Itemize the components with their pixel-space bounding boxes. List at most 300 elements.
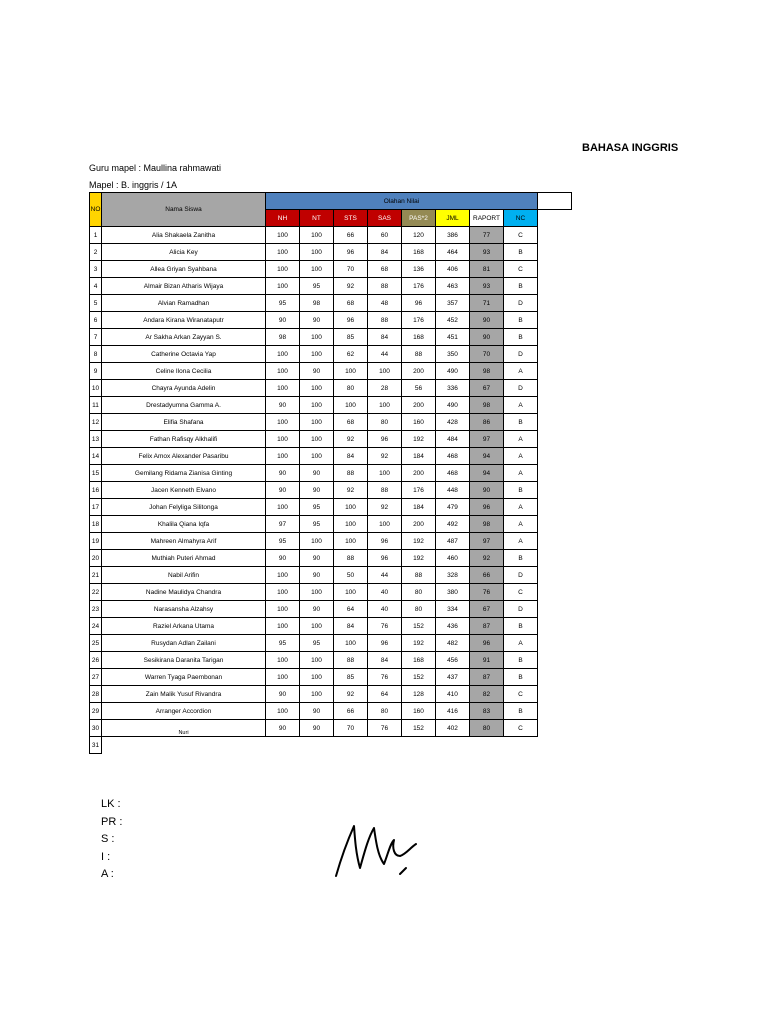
table-row (90, 431, 572, 448)
cell-sts: 92 (334, 482, 368, 499)
header-nc: NC (504, 210, 538, 227)
cell-jml: 490 (436, 363, 470, 380)
cell-name: Johan Felyliga Silitonga (102, 499, 266, 516)
table-row (90, 550, 572, 567)
cell-jml: 380 (436, 584, 470, 601)
cell-sas: 96 (368, 550, 402, 567)
cell-jml: 402 (436, 720, 470, 737)
cell-sas: 44 (368, 346, 402, 363)
table-row (90, 601, 572, 618)
cell-pas2: 200 (402, 363, 436, 380)
header-raport: RAPORT (470, 210, 504, 227)
cell-nt: 100 (300, 652, 334, 669)
cell-raport: 91 (470, 652, 504, 669)
cell-nc: A (504, 465, 538, 482)
cell-nt: 100 (300, 414, 334, 431)
table-row (90, 244, 572, 261)
cell-pas2: 184 (402, 448, 436, 465)
cell-name: Alvian Ramadhan (102, 295, 266, 312)
cell-sts: 70 (334, 261, 368, 278)
cell-raport: 66 (470, 567, 504, 584)
cell-name: Alicia Key (102, 244, 266, 261)
cell-jml: 436 (436, 618, 470, 635)
cell-nt: 100 (300, 380, 334, 397)
cell-no: 19 (90, 533, 102, 550)
cell-no: 3 (90, 261, 102, 278)
cell-nc: D (504, 601, 538, 618)
cell-pas2: 160 (402, 414, 436, 431)
cell-no: 30 (90, 720, 102, 737)
cell-sts: 100 (334, 533, 368, 550)
cell-no: 20 (90, 550, 102, 567)
cell-raport: 90 (470, 312, 504, 329)
cell-no: 23 (90, 601, 102, 618)
cell-jml: 406 (436, 261, 470, 278)
cell-nc: C (504, 227, 538, 244)
cell-nc: B (504, 482, 538, 499)
cell-nc: C (504, 720, 538, 737)
cell-nt: 90 (300, 363, 334, 380)
table-row (90, 686, 572, 703)
cell-no: 26 (90, 652, 102, 669)
cell-pas2: 120 (402, 227, 436, 244)
cell-nh: 100 (266, 431, 300, 448)
cell-nt: 100 (300, 244, 334, 261)
cell-raport: 86 (470, 414, 504, 431)
cell-pas2: 160 (402, 703, 436, 720)
cell-sas: 96 (368, 431, 402, 448)
cell-no: 27 (90, 669, 102, 686)
cell-jml: 334 (436, 601, 470, 618)
cell-raport: 76 (470, 584, 504, 601)
cell-pas2: 88 (402, 567, 436, 584)
cell-no: 24 (90, 618, 102, 635)
cell-sas: 76 (368, 669, 402, 686)
cell-nt: 95 (300, 499, 334, 516)
cell-nh: 100 (266, 618, 300, 635)
cell-sas: 100 (368, 465, 402, 482)
table-row (90, 227, 572, 244)
cell-nc: B (504, 618, 538, 635)
cell-name: Arranger Accordion (102, 703, 266, 720)
table-row (90, 669, 572, 686)
cell-jml: 448 (436, 482, 470, 499)
cell-sas: 64 (368, 686, 402, 703)
cell-jml: 463 (436, 278, 470, 295)
cell-nc: D (504, 346, 538, 363)
cell-nc: A (504, 635, 538, 652)
cell-nc: B (504, 550, 538, 567)
cell-nt: 95 (300, 516, 334, 533)
cell-no: 17 (90, 499, 102, 516)
cell-nt: 90 (300, 465, 334, 482)
table-row (90, 652, 572, 669)
cell-nh: 100 (266, 414, 300, 431)
cell-sas: 100 (368, 397, 402, 414)
cell-nh: 100 (266, 652, 300, 669)
cell-nt: 100 (300, 686, 334, 703)
cell-jml: 492 (436, 516, 470, 533)
cell-raport: 87 (470, 618, 504, 635)
table-row (90, 618, 572, 635)
cell-name: Celine Ilona Cecilia (102, 363, 266, 380)
handwritten-signature (330, 818, 430, 884)
cell-nc: A (504, 499, 538, 516)
cell-nc: B (504, 312, 538, 329)
cell-raport: 81 (470, 261, 504, 278)
cell-raport: 77 (470, 227, 504, 244)
cell-sts: 100 (334, 397, 368, 414)
cell-sas: 40 (368, 584, 402, 601)
cell-name: Narasansha Alzahsy (102, 601, 266, 618)
cell-pas2: 168 (402, 244, 436, 261)
table-row (90, 737, 572, 754)
cell-nt: 90 (300, 550, 334, 567)
cell-sas: 44 (368, 567, 402, 584)
cell-sts: 68 (334, 414, 368, 431)
cell-pas2: 192 (402, 431, 436, 448)
cell-sts: 64 (334, 601, 368, 618)
cell-name: Chayra Ayunda Adelin (102, 380, 266, 397)
cell-nh: 90 (266, 465, 300, 482)
cell-nh: 100 (266, 244, 300, 261)
table-row (90, 635, 572, 652)
cell-sts: 96 (334, 312, 368, 329)
cell-name: Catherine Octavia Yap (102, 346, 266, 363)
cell-pas2: 192 (402, 635, 436, 652)
cell-nc: D (504, 567, 538, 584)
cell-nc: B (504, 669, 538, 686)
cell-nc: B (504, 244, 538, 261)
cell-sas: 80 (368, 414, 402, 431)
cell-sas: 80 (368, 703, 402, 720)
cell-jml: 357 (436, 295, 470, 312)
cell-nc: A (504, 363, 538, 380)
header-sts: STS (334, 210, 368, 227)
cell-nt: 100 (300, 669, 334, 686)
cell-sas: 100 (368, 363, 402, 380)
cell-sas: 76 (368, 618, 402, 635)
table-row (90, 380, 572, 397)
cell-name: Nuri (102, 720, 266, 737)
cell-no: 2 (90, 244, 102, 261)
cell-name: Rusydan Adlan Zailani (102, 635, 266, 652)
teacher-line: Guru mapel : Maullina rahmawati (89, 163, 222, 173)
cell-no: 11 (90, 397, 102, 414)
cell-nt: 95 (300, 635, 334, 652)
cell-sts: 100 (334, 635, 368, 652)
cell-raport: 97 (470, 431, 504, 448)
table-row (90, 363, 572, 380)
cell-no: 14 (90, 448, 102, 465)
cell-nh: 90 (266, 720, 300, 737)
cell-nt: 100 (300, 584, 334, 601)
cell-nt: 100 (300, 397, 334, 414)
cell-nc: B (504, 652, 538, 669)
cell-no: 18 (90, 516, 102, 533)
cell-sts: 85 (334, 669, 368, 686)
cell-nh: 100 (266, 380, 300, 397)
summary-pr: PR : (101, 815, 123, 828)
cell-nh: 100 (266, 567, 300, 584)
cell-pas2: 176 (402, 482, 436, 499)
cell-sts: 96 (334, 244, 368, 261)
cell-jml: 479 (436, 499, 470, 516)
cell-sas: 68 (368, 261, 402, 278)
cell-no: 8 (90, 346, 102, 363)
cell-pas2: 184 (402, 499, 436, 516)
cell-name: Mahreen Almahyra Arif (102, 533, 266, 550)
header-nh: NH (266, 210, 300, 227)
subject-title: BAHASA INGGRIS (582, 142, 679, 154)
cell-raport: 71 (470, 295, 504, 312)
cell-sts: 66 (334, 227, 368, 244)
cell-no: 28 (90, 686, 102, 703)
table-row (90, 533, 572, 550)
cell-jml: 410 (436, 686, 470, 703)
cell-nt: 90 (300, 720, 334, 737)
cell-pas2: 192 (402, 533, 436, 550)
cell-nt: 100 (300, 448, 334, 465)
cell-raport: 94 (470, 448, 504, 465)
cell-raport: 94 (470, 465, 504, 482)
cell-raport: 67 (470, 380, 504, 397)
cell-nh: 100 (266, 346, 300, 363)
cell-jml: 456 (436, 652, 470, 669)
cell-raport: 82 (470, 686, 504, 703)
cell-nt: 98 (300, 295, 334, 312)
cell-nt: 90 (300, 703, 334, 720)
cell-raport: 80 (470, 720, 504, 737)
cell-pas2: 152 (402, 618, 436, 635)
cell-sts: 100 (334, 584, 368, 601)
header-nama-siswa: Nama Siswa (102, 193, 266, 227)
cell-nc: B (504, 414, 538, 431)
cell-name: Raziel Arkana Utama (102, 618, 266, 635)
cell-pas2: 80 (402, 584, 436, 601)
cell-sts: 66 (334, 703, 368, 720)
cell-no: 21 (90, 567, 102, 584)
header-nt: NT (300, 210, 334, 227)
table-row (90, 448, 572, 465)
cell-nt: 90 (300, 567, 334, 584)
subject-class-line: Mapel : B. inggris / 1A (89, 180, 178, 190)
cell-pas2: 80 (402, 601, 436, 618)
cell-nh: 95 (266, 295, 300, 312)
cell-sas: 92 (368, 499, 402, 516)
cell-no: 13 (90, 431, 102, 448)
cell-sas: 96 (368, 533, 402, 550)
cell-raport: 93 (470, 244, 504, 261)
cell-sts: 50 (334, 567, 368, 584)
cell-pas2: 168 (402, 652, 436, 669)
summary-a: A : (101, 868, 114, 880)
cell-no: 31 (90, 737, 102, 754)
grades-body (90, 227, 572, 754)
cell-nh: 95 (266, 533, 300, 550)
cell-no: 6 (90, 312, 102, 329)
cell-pas2: 200 (402, 397, 436, 414)
cell-nh: 90 (266, 686, 300, 703)
cell-sts: 100 (334, 516, 368, 533)
cell-sts: 84 (334, 618, 368, 635)
cell-nh: 90 (266, 312, 300, 329)
cell-pas2: 96 (402, 295, 436, 312)
cell-sas: 88 (368, 312, 402, 329)
cell-jml: 328 (436, 567, 470, 584)
cell-nt: 90 (300, 312, 334, 329)
cell-name: Andara Kirana Wiranataputr (102, 312, 266, 329)
cell-nh: 90 (266, 482, 300, 499)
cell-nc: A (504, 448, 538, 465)
cell-sas: 48 (368, 295, 402, 312)
header-blank (538, 193, 572, 210)
cell-nc: C (504, 686, 538, 703)
table-row (90, 703, 572, 720)
cell-name: Almair Bizan Atharis Wijaya (102, 278, 266, 295)
cell-nt: 95 (300, 278, 334, 295)
cell-sas: 96 (368, 635, 402, 652)
cell-pas2: 200 (402, 516, 436, 533)
cell-nh: 100 (266, 499, 300, 516)
cell-nt: 90 (300, 601, 334, 618)
header-pas2: PAS*2 (402, 210, 436, 227)
cell-nh: 95 (266, 635, 300, 652)
table-row (90, 329, 572, 346)
cell-jml: 484 (436, 431, 470, 448)
cell-nc: B (504, 703, 538, 720)
cell-nt: 100 (300, 533, 334, 550)
cell-raport: 92 (470, 550, 504, 567)
table-row (90, 312, 572, 329)
cell-sas: 88 (368, 482, 402, 499)
cell-jml: 487 (436, 533, 470, 550)
cell-nt: 90 (300, 482, 334, 499)
header-no: NO (90, 193, 102, 227)
cell-sas: 88 (368, 278, 402, 295)
cell-sts: 88 (334, 652, 368, 669)
table-row (90, 261, 572, 278)
cell-pas2: 136 (402, 261, 436, 278)
cell-pas2: 88 (402, 346, 436, 363)
table-row (90, 516, 572, 533)
cell-jml: 416 (436, 703, 470, 720)
cell-jml: 482 (436, 635, 470, 652)
cell-nh: 100 (266, 601, 300, 618)
cell-jml: 490 (436, 397, 470, 414)
cell-sas: 60 (368, 227, 402, 244)
header-sas: SAS (368, 210, 402, 227)
cell-pas2: 152 (402, 720, 436, 737)
cell-no: 25 (90, 635, 102, 652)
cell-no: 10 (90, 380, 102, 397)
cell-raport: 83 (470, 703, 504, 720)
cell-nc: B (504, 278, 538, 295)
cell-nh: 90 (266, 397, 300, 414)
cell-nc: A (504, 533, 538, 550)
cell-raport: 98 (470, 397, 504, 414)
grades-table (89, 192, 572, 754)
table-row (90, 346, 572, 363)
cell-nt: 100 (300, 227, 334, 244)
table-row (90, 567, 572, 584)
cell-nc: D (504, 380, 538, 397)
summary-i: I : (101, 850, 111, 863)
cell-jml: 437 (436, 669, 470, 686)
cell-sts: 100 (334, 499, 368, 516)
cell-nt: 100 (300, 329, 334, 346)
cell-sts: 92 (334, 431, 368, 448)
cell-no: 29 (90, 703, 102, 720)
cell-no: 22 (90, 584, 102, 601)
cell-pas2: 200 (402, 465, 436, 482)
cell-nh: 98 (266, 329, 300, 346)
cell-nh: 100 (266, 448, 300, 465)
cell-no: 5 (90, 295, 102, 312)
cell-raport: 98 (470, 363, 504, 380)
summary-lk: LK : (101, 798, 121, 810)
cell-nt: 100 (300, 618, 334, 635)
cell-jml: 350 (436, 346, 470, 363)
cell-name: Nadine Maulidya Chandra (102, 584, 266, 601)
cell-sts: 62 (334, 346, 368, 363)
cell-nh: 97 (266, 516, 300, 533)
cell-sts: 92 (334, 278, 368, 295)
table-row (90, 499, 572, 516)
cell-nt: 100 (300, 346, 334, 363)
cell-name: Felix Amox Alexander Pasaribu (102, 448, 266, 465)
table-row (90, 414, 572, 431)
cell-sas: 40 (368, 601, 402, 618)
cell-no: 16 (90, 482, 102, 499)
cell-jml: 468 (436, 465, 470, 482)
cell-name: Warren Tyaga Paembonan (102, 669, 266, 686)
cell-sts: 100 (334, 363, 368, 380)
empty-row-filler (102, 737, 572, 754)
cell-pas2: 56 (402, 380, 436, 397)
summary-s: S : (101, 833, 115, 845)
cell-raport: 97 (470, 533, 504, 550)
cell-name: Jacen Kenneth Elvano (102, 482, 266, 499)
cell-jml: 452 (436, 312, 470, 329)
cell-jml: 336 (436, 380, 470, 397)
cell-nc: A (504, 431, 538, 448)
cell-name: Drestadyumna Gamma A. (102, 397, 266, 414)
cell-jml: 386 (436, 227, 470, 244)
cell-raport: 87 (470, 669, 504, 686)
cell-raport: 70 (470, 346, 504, 363)
table-row (90, 720, 572, 737)
cell-sas: 84 (368, 244, 402, 261)
cell-name: Ar Sakha Arkan Zayyan S. (102, 329, 266, 346)
cell-nc: C (504, 584, 538, 601)
table-row (90, 465, 572, 482)
cell-nh: 100 (266, 669, 300, 686)
cell-jml: 460 (436, 550, 470, 567)
cell-name: Gemilang Ridama Zianisa Ginting (102, 465, 266, 482)
summary-labels (101, 796, 122, 884)
cell-no: 7 (90, 329, 102, 346)
cell-nc: A (504, 516, 538, 533)
table-row (90, 397, 572, 414)
cell-nc: A (504, 397, 538, 414)
table-row (90, 295, 572, 312)
cell-no: 15 (90, 465, 102, 482)
cell-nt: 100 (300, 431, 334, 448)
cell-name: Elifia Shafana (102, 414, 266, 431)
cell-name: Allea Griyan Syahbana (102, 261, 266, 278)
cell-nh: 100 (266, 584, 300, 601)
